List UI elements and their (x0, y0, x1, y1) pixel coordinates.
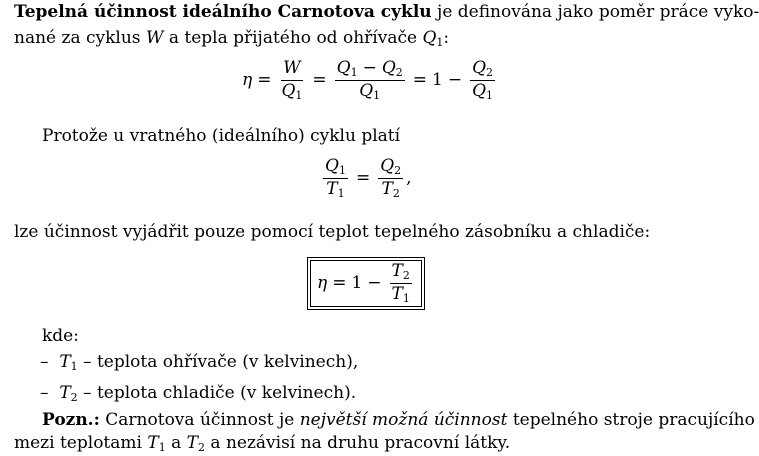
note-emphasis: největší možná účinnost (299, 410, 508, 430)
intro-line-1 (14, 2, 759, 22)
ratio-equation: $\frac{Q_1}{T_1}$ = $\frac{Q_2}{T_2}$ , (325, 156, 412, 200)
efficiency-equation: η = $\frac{W}{Q_1}$ = $\frac{Q_1 - Q_2}{Q_1}$ = 1 − $\frac{Q_2}{Q_1}$ (242, 58, 494, 102)
fraction-q2-over-t2: $\frac{Q_2}{T_2}$ (380, 156, 402, 200)
equation-box: η = 1 − $\frac{T_2}{T_1}$ (310, 260, 422, 307)
note-label: Pozn.: (42, 410, 100, 430)
fraction-q1-over-t1: $\frac{Q_1}{T_1}$ (325, 156, 346, 200)
intro-line-2: nané za cyklus W a tepla přijatého od ohřívače $Q_1$: (14, 28, 450, 49)
list-item-t2: – $T_2$ – teplota chladiče (v kelvinech). (40, 383, 357, 404)
boxed-efficiency-equation (310, 260, 422, 307)
express-text: lze účinnost vyjádřit pouze pomocí teplot tepelného zásobníku a chladiče: (14, 222, 651, 242)
note-line-2: mezi teplotami $T_1$ a $T_2$ a nezávisí na druhu pracovní látky. (14, 433, 511, 454)
intro-term: Tepelná účinnost ideálního Carnotova cyklu (14, 2, 432, 22)
reversible-text: Protože u vratného (ideálního) cyklu platí (42, 126, 401, 146)
list-item-t1: – $T_1$ – teplota ohřívače (v kelvinech), (40, 352, 359, 373)
intro-text: je definována jako poměr práce vyko- (431, 2, 759, 22)
note-line-1: Pozn.: Carnotova účinnost je největší možná účinnost tepelného stroje pracujícího (42, 410, 755, 430)
fraction-q-difference: $\frac{Q_1 - Q_2}{Q_1}$ (336, 58, 403, 102)
fraction-t2-over-t1: $\frac{T_2}{T_1}$ (391, 261, 410, 305)
where-label: kde: (42, 326, 79, 346)
fraction-w-over-q1: $\frac{W}{Q_1}$ (281, 58, 303, 102)
fraction-q2-over-q1: $\frac{Q_2}{Q_1}$ (472, 58, 494, 102)
